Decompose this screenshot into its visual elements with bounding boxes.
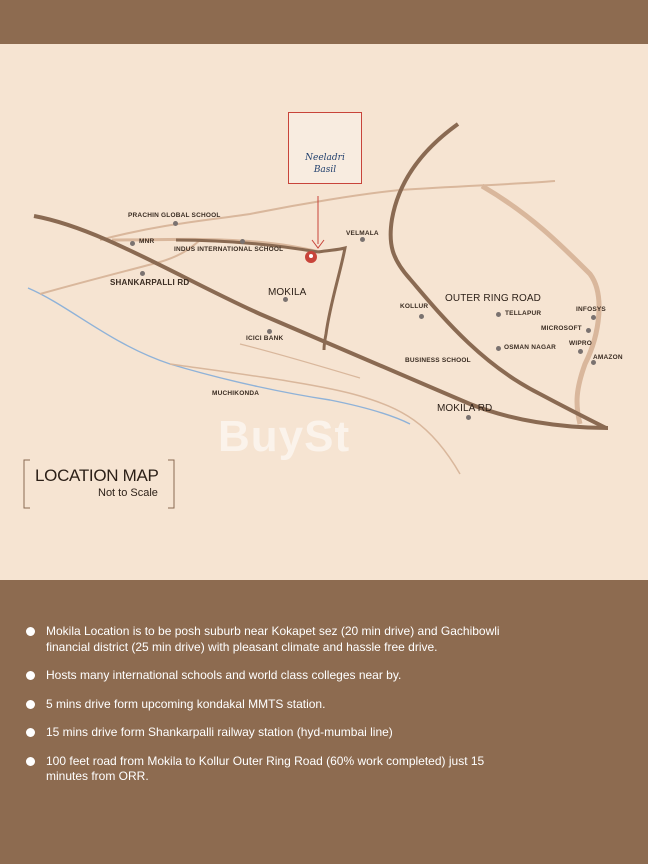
feature-text: Hosts many international schools and world class colleges near by. [46, 668, 402, 682]
dot-osman [496, 346, 501, 351]
dot-prachin [173, 221, 178, 226]
bullet-icon [26, 757, 35, 766]
label-icici: ICICI BANK [246, 335, 284, 342]
logo-name: Neeladri [305, 153, 345, 163]
label-velmala: VELMALA [346, 230, 379, 237]
label-mnr: MNR [139, 238, 155, 245]
feature-item [24, 725, 524, 741]
dot-indus [240, 239, 245, 244]
label-wipro: WIPRO [569, 340, 593, 347]
legend-title: LOCATION MAP [35, 466, 159, 485]
dot-mnr [130, 241, 135, 246]
label-business-school: BUSINESS SCHOOL [405, 357, 471, 364]
river [28, 288, 410, 424]
dot-shankarpalli [140, 271, 145, 276]
dot-velmala [360, 237, 365, 242]
label-microsoft: MICROSOFT [541, 325, 582, 332]
bullet-icon [26, 671, 35, 680]
dot-microsoft [586, 328, 591, 333]
feature-list [24, 624, 524, 798]
feature-text: 100 feet road from Mokila to Kollur Outer Ring Road (60% work completed) just 15 minutes from ORR. [46, 753, 485, 783]
label-mokila: MOKILA [268, 287, 307, 298]
label-tellapur: TELLAPUR [505, 310, 542, 317]
dot-infosys [591, 315, 596, 320]
top-band [0, 0, 648, 44]
feature-text: 5 mins drive form upcoming kondakal MMTS station. [46, 696, 326, 711]
bullet-icon [26, 700, 35, 709]
feature-item [24, 624, 524, 655]
label-osman: OSMAN NAGAR [504, 344, 557, 351]
bullet-icon [26, 728, 35, 737]
feature-item [24, 754, 524, 785]
legend-subtitle: Not to Scale [98, 487, 158, 499]
feature-text: Mokila Location is to be posh suburb near Kokapet sez (20 min drive) and Gachibowli financial district (25 min drive) with pleasant climate and hassle free drive. [46, 624, 500, 654]
bullet-icon [26, 627, 35, 636]
road-100ft [318, 248, 345, 350]
dot-mokila-rd [466, 415, 471, 420]
dot-kollur [419, 314, 424, 319]
dot-icici [267, 329, 272, 334]
label-amazon: AMAZON [593, 354, 623, 361]
logo-sub: Basil [313, 165, 337, 175]
label-prachin: PRACHIN GLOBAL SCHOOL [128, 212, 221, 219]
dot-wipro [578, 349, 583, 354]
road-mokila-main [34, 216, 608, 428]
location-pin [305, 251, 317, 263]
project-logo [288, 112, 362, 184]
label-indus: INDUS INTERNATIONAL SCHOOL [174, 246, 284, 253]
map-legend [24, 460, 174, 508]
label-orr: OUTER RING ROAD [445, 293, 541, 304]
road-light-east [482, 186, 599, 424]
label-muchikonda: MUCHIKONDA [212, 390, 260, 397]
dot-tellapur [496, 312, 501, 317]
feature-item [24, 668, 524, 684]
label-infosys: INFOSYS [576, 306, 606, 313]
feature-item [24, 697, 524, 713]
label-kollur: KOLLUR [400, 303, 429, 310]
watermark: BuySt [218, 412, 351, 461]
location-map [0, 44, 648, 580]
label-mokila-rd: MOKILA RD [437, 403, 493, 414]
label-shankarpalli: SHANKARPALLI RD [110, 278, 190, 287]
feature-text: 15 mins drive form Shankarpalli railway station (hyd-mumbai line) [46, 725, 393, 739]
